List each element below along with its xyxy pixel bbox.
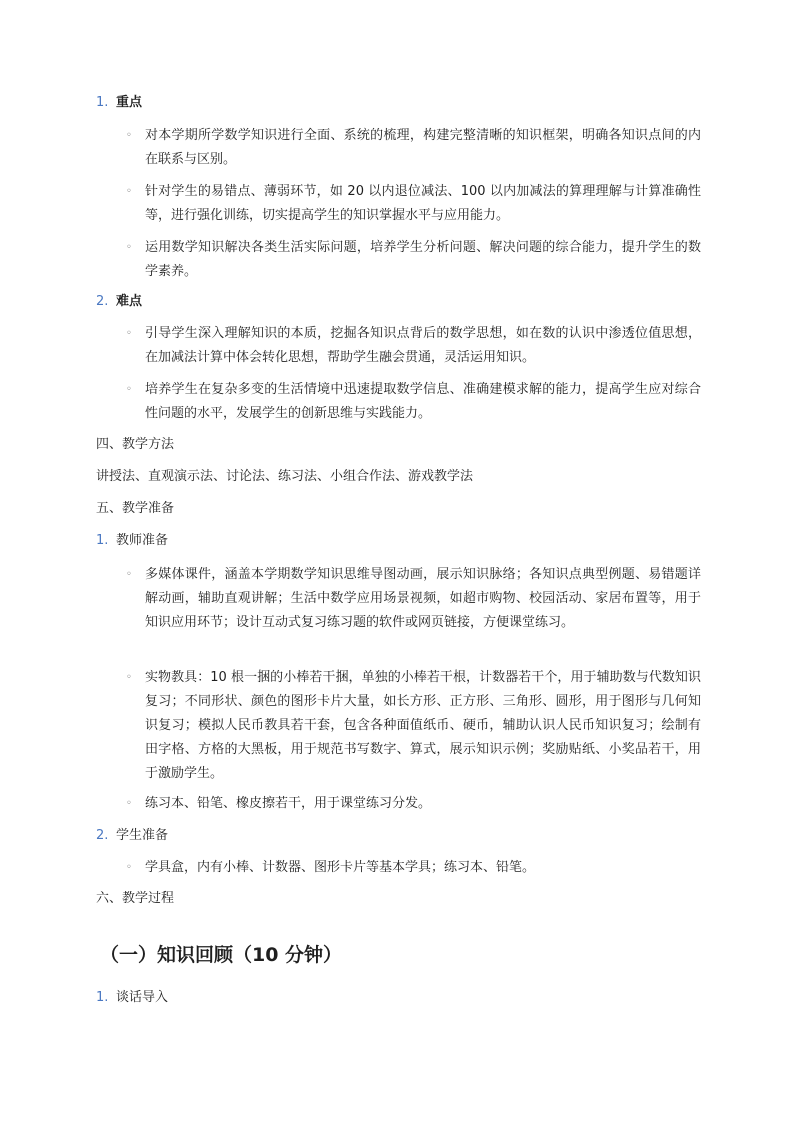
difficulty-bullet-1: 引导学生深入理解知识的本质，挖掘各知识点背后的数学思想，如在数的认识中渗透位值思想，在加减法计算中体会转化思想，帮助学生融会贯通，灵活运用知识。 [145, 326, 701, 365]
focus-bullet-3: 运用数学知识解决各类生活实际问题，培养学生分析问题、解决问题的综合能力，提升学生的数学素养。 [145, 240, 701, 279]
student-prep-bullet-1: 学具盒，内有小棒、计数器、图形卡片等基本学具；练习本、铅笔。 [145, 860, 536, 875]
section-heading-prep: 五、教学准备 [96, 501, 175, 516]
teacher-prep-bullet-2: 实物教具：10 根一捆的小棒若干捆，单独的小棒若干根，计数器若干个，用于辅助数与代数知识复习；不同形状、颜色的图形卡片大量，如长方形、正方形、三角形、圆形，用于图形与几何知识复习；模拟人民币教具若干套，包含各种面值纸币、硬币，辅助认识人民币知识复习；绘制有田字格、方格的大黑板，用于规范书写数字、算式，展示知识示例；奖励贴纸、小奖品若干，用于激励学生。 [145, 670, 701, 781]
teacher-prep-bullet-3: 练习本、铅笔、橡皮擦若干，用于课堂练习分发。 [145, 796, 432, 811]
subsection-title-review: （一）知识回顾（10 分钟） [100, 944, 343, 966]
teacher-prep-bullet-1: 多媒体课件，涵盖本学期数学知识思维导图动画，展示知识脉络；各知识点典型例题、易错题详解动画，辅助直观讲解；生活中数学应用场景视频，如超市购物、校园活动、家居布置等，用于知识应用环节；设计互动式复习练习题的软件或网页链接，方便课堂练习。 [145, 567, 701, 630]
list-number: 2. [96, 294, 109, 309]
numbered-heading-difficulty [96, 292, 142, 312]
bullet-icon: ◦ [126, 569, 132, 580]
numbered-heading-intro [96, 988, 168, 1008]
difficulty-bullet-2: 培养学生在复杂多变的生活情境中迅速提取数学信息、准确建模求解的能力，提高学生应对综合性问题的水平，发展学生的创新思维与实践能力。 [145, 382, 701, 421]
focus-label: 重点 [116, 95, 143, 110]
list-number: 1. [96, 95, 109, 110]
section-heading-process: 六、教学过程 [96, 891, 175, 906]
section-heading-methods: 四、教学方法 [96, 437, 175, 452]
bullet-icon: ◦ [126, 672, 132, 683]
numbered-heading-focus [96, 93, 142, 113]
bullet-icon: ◦ [126, 186, 132, 197]
bullet-icon: ◦ [126, 798, 132, 809]
focus-bullet-1: 对本学期所学数学知识进行全面、系统的梳理，构建完整清晰的知识框架，明确各知识点间的内在联系与区别。 [145, 128, 701, 167]
numbered-heading-student-prep [96, 826, 168, 846]
teacher-prep-label: 教师准备 [116, 533, 169, 548]
focus-bullet-2: 针对学生的易错点、薄弱环节，如 20 以内退位减法、100 以内加减法的算理理解与计算准确性等，进行强化训练，切实提高学生的知识掌握水平与应用能力。 [145, 184, 701, 223]
bullet-icon: ◦ [126, 130, 132, 141]
intro-label: 谈话导入 [116, 990, 169, 1005]
bullet-icon: ◦ [126, 384, 132, 395]
difficulty-label: 难点 [116, 294, 143, 309]
student-prep-label: 学生准备 [116, 828, 169, 843]
list-number: 2. [96, 828, 109, 843]
list-number: 1. [96, 533, 109, 548]
list-number: 1. [96, 990, 109, 1005]
bullet-icon: ◦ [126, 242, 132, 253]
numbered-heading-teacher-prep [96, 531, 168, 551]
bullet-icon: ◦ [126, 328, 132, 339]
methods-text: 讲授法、直观演示法、讨论法、练习法、小组合作法、游戏教学法 [96, 469, 474, 484]
bullet-icon: ◦ [126, 862, 132, 873]
